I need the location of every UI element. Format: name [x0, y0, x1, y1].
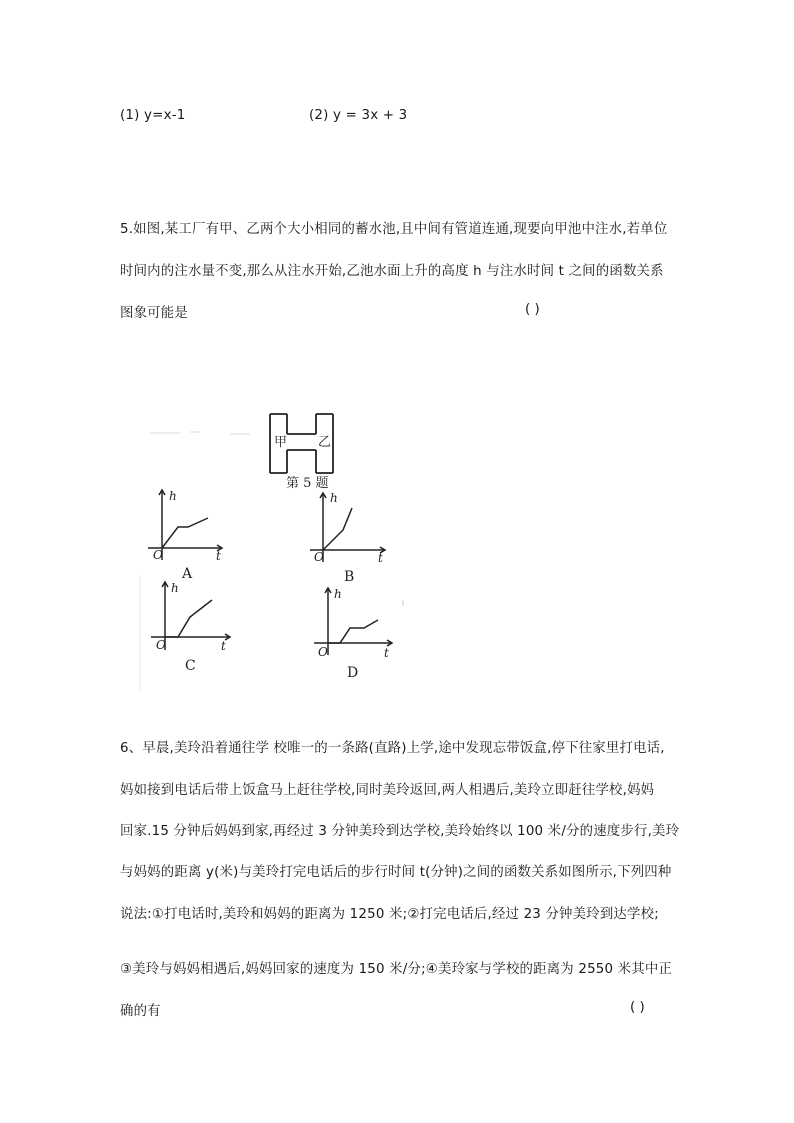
q6-answer-blank: ( )	[630, 1000, 645, 1015]
graph-d-label: D	[347, 665, 359, 681]
graph-d-h-label: h	[334, 587, 342, 601]
graph-c	[151, 582, 230, 650]
graph-d-origin: O	[318, 645, 328, 659]
q6-text-line-1: 6、早晨,美玲沿着通往学 校唯一的一条路(直路)上学,途中发现忘带饭盒,停下往家里打电话,	[120, 741, 665, 756]
equation-2: (2) y = 3x + 3	[309, 108, 408, 123]
figure-caption: 第 5 题	[286, 476, 329, 491]
graph-a-origin: O	[153, 548, 163, 562]
graph-c-h-label: h	[171, 581, 179, 595]
q6-text-line-5: 说法:①打电话时,美玲和妈妈的距离为 1250 米;②打完电话后,经过 23 分钟美玲到达学校;	[120, 907, 659, 922]
q5-text-line-2: 时间内的注水量不变,那么从注水开始,乙池水面上升的高度 h 与注水时间 t 之间的函数关系	[120, 264, 664, 279]
q6-text-line-4: 与妈妈的距离 y(米)与美玲打完电话后的步行时间 t(分钟)之间的函数关系如图所示,下列四种	[120, 865, 672, 880]
q5-text-line-1: 5.如图,某工厂有甲、乙两个大小相同的蓄水池,且中间有管道连通,现要向甲池中注水,若单位	[120, 222, 668, 237]
graph-d	[314, 588, 392, 655]
q6-text-line-7: 确的有	[120, 1004, 161, 1019]
graph-b-origin: O	[314, 550, 324, 564]
graph-a-t-label: t	[216, 549, 221, 563]
graph-c-t-label: t	[221, 639, 226, 653]
q5-text-line-3: 图象可能是	[120, 306, 188, 321]
q5-answer-blank: ( )	[525, 302, 540, 317]
graph-c-label: C	[185, 658, 196, 674]
graph-a-h-label: h	[169, 489, 177, 503]
graph-b-label: B	[344, 569, 355, 585]
tank-right-label: 乙	[318, 435, 332, 450]
q6-text-line-3: 回家.15 分钟后妈妈到家,再经过 3 分钟美玲到达学校,美玲始终以 100 米/分的速度步行,美玲	[120, 824, 680, 839]
graph-a	[148, 490, 222, 560]
graph-c-origin: O	[156, 638, 166, 652]
tank-diagram	[270, 414, 333, 473]
equation-1: (1) y=x-1	[120, 108, 186, 123]
graph-b-t-label: t	[378, 551, 383, 565]
q6-text-line-6: ③美玲与妈妈相遇后,妈妈回家的速度为 150 米/分;④美玲家与学校的距离为 2550 米其中正	[120, 962, 673, 977]
tank-left-label: 甲	[274, 435, 288, 450]
graph-b	[310, 493, 385, 562]
graph-a-label: A	[182, 566, 193, 582]
graph-d-t-label: t	[384, 646, 389, 660]
graph-b-h-label: h	[330, 491, 338, 505]
q6-text-line-2: 妈如接到电话后带上饭盒马上赶往学校,同时美玲返回,两人相遇后,美玲立即赶往学校,妈妈	[120, 783, 655, 798]
